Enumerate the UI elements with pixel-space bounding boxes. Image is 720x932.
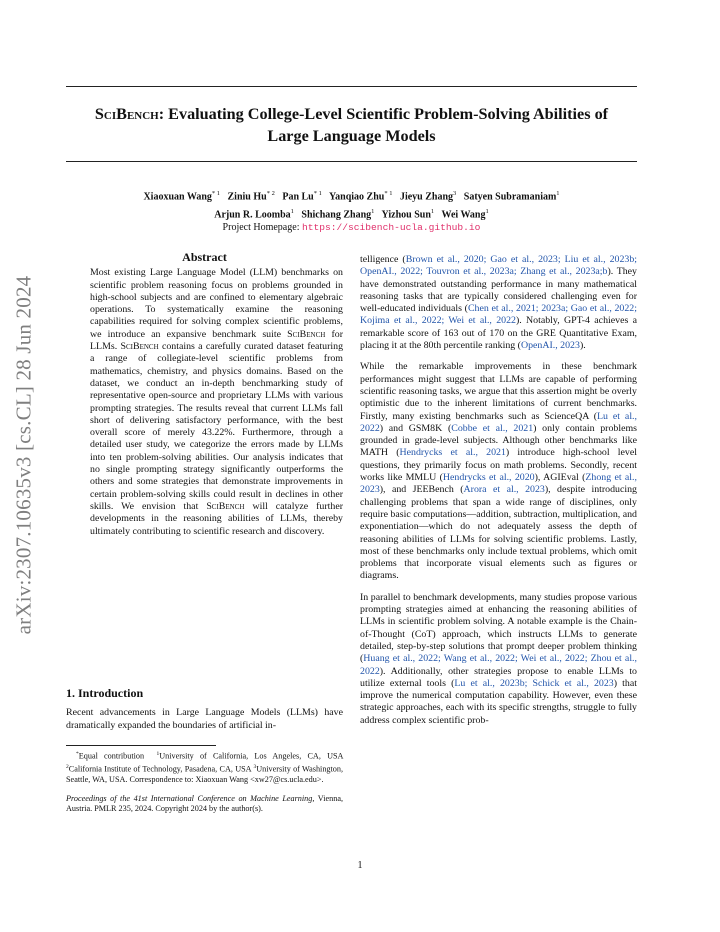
homepage-label: Project Homepage: [222,222,302,233]
author: Wei Wang [441,209,486,221]
intro-paragraph-2: While the remarkable improvements in these benchmark performances might suggest that LLMs are capable of performing scientific reasoning tasks, we argue that this assertion might be overly optimistic due to the inherent limitations of current benchmarks. Firstly, many existing benchmarks such as ScienceQA (Lu et al., 2022) and GSM8K (Cobbe et al., 2021) only contain problems grounded in grade-level subjects. Although other benchmarks like MATH (Hendrycks et al., 2021) introduce high-school level questions, they primarily focus on math problems. Secondly, recent works like MMLU (Hendrycks et al., 2020), AGIEval (Zhong et al., 2023), and JEEBench (Arora et al., 2023), despite introducing challenging problems that span a wide range of disciplines, only require basic computations—addition, subtraction, multiplication, and exponentiation—which do not adequately assess the depth of reasoning abilities of LLMs for solving scientific problems. Lastly, most of these benchmarks only include textual problems, which omit problems that incorporate visual elements such as figures or diagrams. [360,361,637,582]
citation-link[interactable]: Arora et al., 2023 [463,484,545,496]
abstract-heading: Abstract [182,250,227,264]
author: Shichang Zhang [301,209,372,221]
citation-link[interactable]: Hendrycks et al., 2021 [399,447,506,459]
title-line-2: Large Language Models [267,127,436,145]
citation-link[interactable]: Cobbe et al., 2021 [451,422,534,434]
citation-link[interactable]: Hendrycks et al., 2020 [442,472,535,484]
left-column [66,251,343,547]
author: Pan Lu [282,191,314,203]
author: Yizhou Sun [381,209,431,221]
paper-title [66,103,637,147]
author: Xiaoxuan Wang [143,191,212,203]
citation-link[interactable]: Huang et al., 2022; Wang et al., 2022; Wei et al., 2022; Zhou et al., 2022 [360,653,637,677]
author-list: Xiaoxuan Wang$^{* 1}$ Ziniu Hu$^{* 2}$ Pan Lu$^{* 1}$ Yanqiao Zhu$^{* 1}$ Jieyu Zhang$^3$ Satyen Subramaniam$^1$ Arjun R. Loomba$^1$ Shichang Zhang$^1$ Yizhou Sun$^1$ Wei Wang$^1$ [143,190,560,221]
author: Ziniu Hu [227,191,267,203]
section-heading-introduction: 1. Introduction [66,686,144,700]
project-homepage [66,221,637,235]
right-column [360,254,637,736]
title-line-1: : Evaluating College-Level Scientific Problem-Solving Abilities of [158,105,609,123]
author: Satyen Subramaniam [463,191,557,203]
citation-link[interactable]: Brown et al., 2020; Gao et al., 2023; Liu et al., 2023b; OpenAI., 2022; Touvron et al., 2023a; Zhang et al., 2023a;b [360,254,637,278]
citation-link[interactable]: Lu et al., 2023b; Schick et al., 2023 [454,677,614,689]
intro-paragraph: Recent advancements in Large Language Models (LLMs) have dramatically expanded the boundaries of artificial in- [66,707,343,731]
title-bottom-rule [66,161,637,162]
citation-link[interactable]: OpenAI., 2023 [520,340,580,352]
homepage-link[interactable]: https://scibench-ucla.github.io [301,222,481,233]
arxiv-stamp-text[interactable]: arXiv:2307.10635v3 [cs.CL] 28 Jun 2024 [11,275,36,635]
author: Arjun R. Loomba [214,209,291,221]
affiliation-footnote: *Equal contribution $^1$University of California, Los Angeles, CA, USA $^2$California Institute of Technology, Pasadena, CA, USA $^3$University of Washington, Seattle, WA, USA. Correspondence to: Xiaoxuan Wang <xw27@cs.ucla.edu>. [66,751,344,784]
intro-paragraph-3: In parallel to benchmark developments, many studies propose various prompting strategies aimed at enhancing the reasoning abilities of LLMs in scientific problem solving. A notable example is the Chain-of-Thought (CoT) approach, which instructs LLMs to generate detailed, step-by-step solutions that prompt deeper problem thinking (Huang et al., 2022; Wang et al., 2022; Wei et al., 2022; Zhou et al., 2022). Additionally, other strategies propose to enable LLMs to utilize external tools (Lu et al., 2023b; Schick et al., 2023) that improve the numerical computation capability. However, even these strategic approaches, each with its specific strengths, struggle to fully address complex scientific prob- [360,591,637,726]
intro-section [66,687,343,741]
top-rule [66,86,637,87]
footnote-rule [66,745,216,746]
citation-link[interactable]: Chen et al., 2021; 2023a; Gao et al., 2022; Kojima et al., 2022; Wei et al., 2022 [360,303,637,327]
title-benchmark-name: SciBench [94,105,159,123]
citation-link[interactable]: Zhong et al., 2023 [360,472,637,496]
proceedings-note: Proceedings of the 41st International Conference on Machine Learning, Vienna, Austria. PMLR 235, 2024. Copyright 2024 by the author(s). [66,794,343,814]
author: Yanqiao Zhu [329,191,385,203]
citation-link[interactable]: Lu et al., 2022 [360,410,637,434]
author: Jieyu Zhang [399,191,454,203]
arxiv-stamp [4,250,44,660]
intro-paragraph-1-cont: telligence (Brown et al., 2020; Gao et al., 2023; Liu et al., 2023b; OpenAI., 2022; Touvron et al., 2023a; Zhang et al., 2023a;b). They have demonstrated outstanding performance in many mathematical reasoning tasks that are typically considered challenging even for well-educated individuals (Chen et al., 2021; 2023a; Gao et al., 2022; Kojima et al., 2022; Wei et al., 2022). Notably, GPT-4 achieves a remarkable score of 163 out of 170 on the GRE Quantitative Exam, placing it at the 80th percentile ranking (OpenAI., 2023). [360,254,637,352]
abstract-body: Most existing Large Language Model (LLM) benchmarks on scientific problem reasoning focus on problems grounded in high-school subjects and are confined to elementary algebraic operations. To systematically examine the reasoning capabilities required for solving complex scientific problems, we introduce an expansive benchmark suite SciBench for LLMs. SciBench contains a carefully curated dataset featuring a range of collegiate-level scientific problems from mathematics, chemistry, and physics domains. Based on the dataset, we conduct an in-depth benchmarking study of representative open-source and proprietary LLMs with various prompting strategies. The results reveal that current LLMs fall short of delivering satisfactory performance, with the best overall score of merely 43.22%. Furthermore, through a detailed user study, we categorize the errors made by LLMs into ten problem-solving abilities. Our analysis indicates that no single prompting strategy significantly outperforms the others and some strategies that demonstrate improvements in certain problem-solving skills could result in declines in other skills. We envision that SciBench will catalyze further developments in the reasoning abilities of LLMs, thereby ultimately contributing to scientific research and discovery. [90,267,344,537]
footnotes [66,745,343,814]
page-number: 1 [357,860,363,871]
